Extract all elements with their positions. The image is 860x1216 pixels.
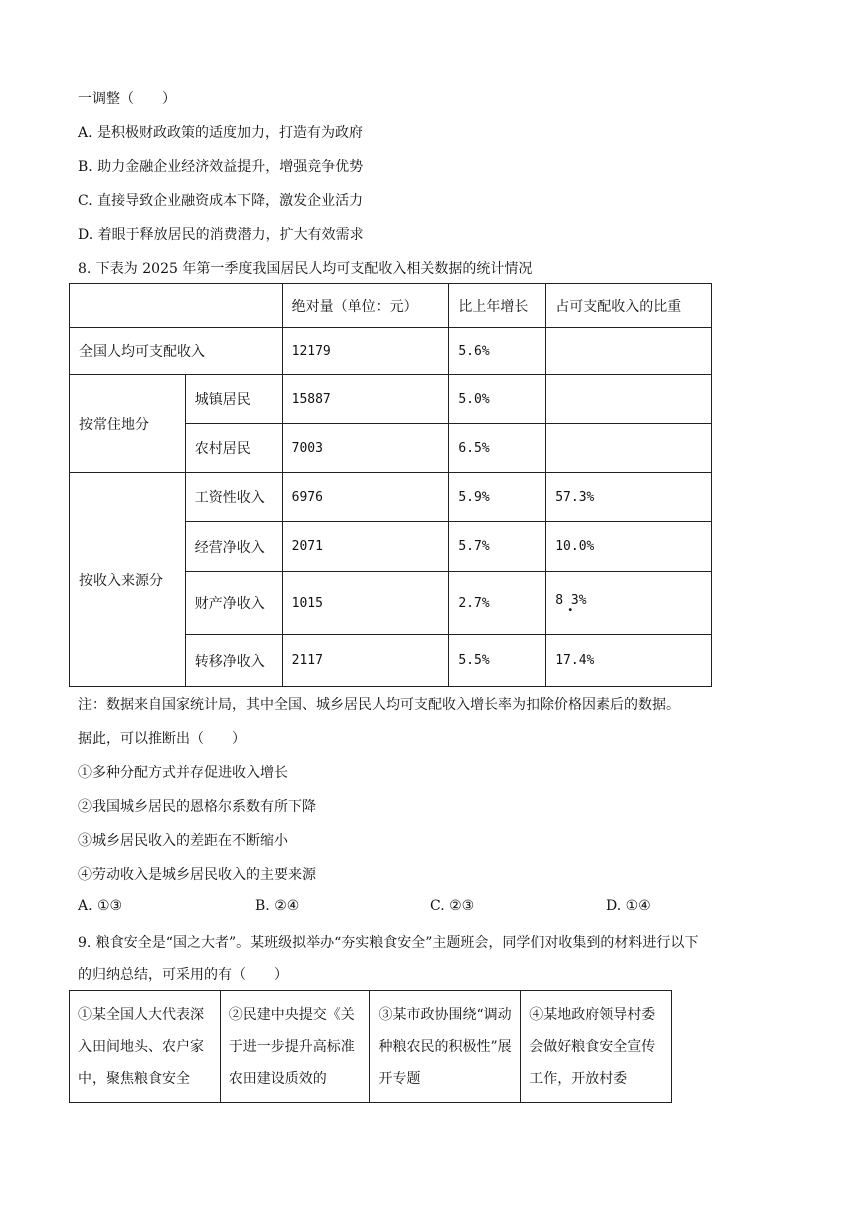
table-row bbox=[70, 328, 712, 375]
cell-value: 2071 bbox=[282, 522, 449, 572]
q7-option-b: B. 助力金融企业经济效益提升，增强竞争优势 bbox=[78, 159, 364, 175]
cell-value: 1015 bbox=[282, 572, 449, 635]
header-share: 占可支配收入的比重 bbox=[546, 284, 712, 328]
material-cell-1: ①某全国人大代表深入田间地头、农户家中，聚焦粮食安全 bbox=[70, 991, 221, 1103]
q9-material-table bbox=[69, 990, 672, 1103]
cell-share: 10.0% bbox=[546, 522, 712, 572]
q7-option-a: A. 是积极财政政策的适度加力，打造有为政府 bbox=[78, 125, 364, 141]
row-label: 转移净收入 bbox=[185, 635, 282, 687]
cell-value: 2117 bbox=[282, 635, 449, 687]
q8-statement-4: ④劳动收入是城乡居民收入的主要来源 bbox=[78, 867, 316, 883]
q8-option-c: C. ②③ bbox=[430, 898, 475, 914]
q8-option-b: B. ②④ bbox=[255, 898, 300, 914]
group-label-source: 按收入来源分 bbox=[70, 473, 186, 687]
group-label-residence: 按常住地分 bbox=[70, 375, 186, 473]
cell-growth: 2.7% bbox=[449, 572, 546, 635]
row-label: 农村居民 bbox=[185, 424, 282, 473]
row-label: 财产净收入 bbox=[185, 572, 282, 635]
cell-growth: 5.5% bbox=[449, 635, 546, 687]
header-growth: 比上年增长 bbox=[449, 284, 546, 328]
q8-note: 注：数据来自国家统计局，其中全国、城乡居民人均可支配收入增长率为扣除价格因素后的数据。 bbox=[78, 697, 680, 713]
cell-share bbox=[546, 424, 712, 473]
cell-growth: 6.5% bbox=[449, 424, 546, 473]
q8-option-d: D. ①④ bbox=[606, 898, 651, 914]
cell-value: 12179 bbox=[282, 328, 449, 375]
cell-share: 17.4% bbox=[546, 635, 712, 687]
q8-statement-1: ①多种分配方式并存促进收入增长 bbox=[78, 765, 288, 781]
cell-value: 7003 bbox=[282, 424, 449, 473]
cell-share bbox=[546, 572, 712, 635]
q9-stem-line2: 的归纳总结，可采用的有（ ） bbox=[78, 967, 288, 983]
cell-growth: 5.6% bbox=[449, 328, 546, 375]
cell-growth: 5.7% bbox=[449, 522, 546, 572]
q8-statement-3: ③城乡居民收入的差距在不断缩小 bbox=[78, 833, 288, 849]
stray-dot: • bbox=[567, 604, 574, 616]
material-cell-4: ④某地政府领导村委会做好粮食安全宣传工作，开放村委 bbox=[521, 991, 672, 1103]
income-table bbox=[69, 283, 712, 687]
header-empty bbox=[70, 284, 283, 328]
cell-share-text: 8 3% bbox=[555, 592, 587, 608]
row-label: 城镇居民 bbox=[185, 375, 282, 424]
header-absolute: 绝对量（单位：元） bbox=[282, 284, 449, 328]
cell-share bbox=[546, 375, 712, 424]
table-row bbox=[70, 473, 712, 522]
cell-value: 6976 bbox=[282, 473, 449, 522]
q8-option-a: A. ①③ bbox=[78, 898, 123, 914]
q7-option-c: C. 直接导致企业融资成本下降，激发企业活力 bbox=[78, 193, 364, 209]
table-header-row bbox=[70, 284, 712, 328]
q8-question: 据此，可以推断出（ ） bbox=[78, 731, 246, 747]
cell-growth: 5.0% bbox=[449, 375, 546, 424]
q9-stem-line1: 9. 粮食安全是“国之大者”。某班级拟举办“夯实粮食安全”主题班会，同学们对收集到的材料进行以下 bbox=[78, 935, 699, 951]
cell-growth: 5.9% bbox=[449, 473, 546, 522]
material-cell-2: ②民建中央提交《关于进一步提升高标准农田建设质效的 bbox=[220, 991, 370, 1103]
row-label: 经营净收入 bbox=[185, 522, 282, 572]
q7-option-d: D. 着眼于释放居民的消费潜力，扩大有效需求 bbox=[78, 227, 364, 243]
table-row bbox=[70, 375, 712, 424]
cell-share bbox=[546, 328, 712, 375]
cell-value: 15887 bbox=[282, 375, 449, 424]
q7-stem-end: 一调整（ ） bbox=[78, 91, 176, 107]
q8-statement-2: ②我国城乡居民的恩格尔系数有所下降 bbox=[78, 799, 316, 815]
cell-share: 57.3% bbox=[546, 473, 712, 522]
material-cell-3: ③某市政协围绕“调动种粮农民的积极性”展开专题 bbox=[370, 991, 521, 1103]
row-label: 全国人均可支配收入 bbox=[70, 328, 283, 375]
row-label: 工资性收入 bbox=[185, 473, 282, 522]
q8-stem: 8. 下表为 2025 年第一季度我国居民人均可支配收入相关数据的统计情况 bbox=[78, 261, 533, 277]
